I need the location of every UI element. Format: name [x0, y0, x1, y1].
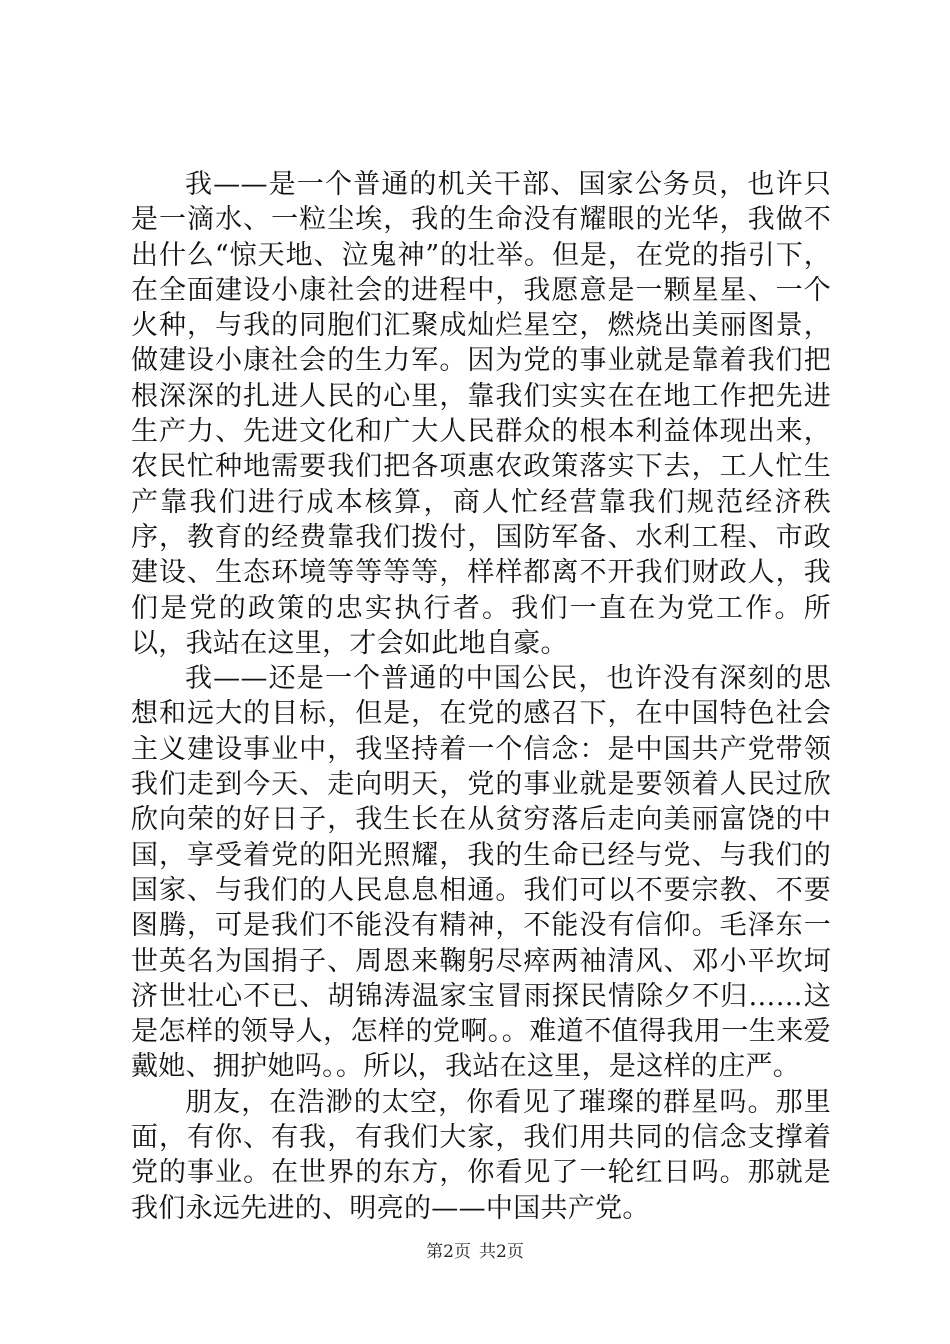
document-body	[131, 167, 831, 1226]
page-footer	[0, 1241, 950, 1263]
paragraph-2: 我——还是一个普通的中国公民，也许没有深刻的思想和远大的目标，但是，在党的感召下，在中国特色社会主义建设事业中，我坚持着一个信念：是中国共产党带领我们走到今天、走向明天，党的事业就是要领着人民过欣欣向荣的好日子，我生长在从贫穷落后走向美丽富饶的中国，享受着党的阳光照耀，我的生命已经与党、与我们的国家、与我们的人民息息相通。我们可以不要宗教、不要图腾，可是我们不能没有精神，不能没有信仰。毛泽东一世英名为国捐子、周恩来鞠躬尽瘁两袖清风、邓小平坎坷济世壮心不已、胡锦涛温家宝冒雨探民情除夕不归……这是怎样的领导人，怎样的党啊。。难道不值得我用一生来爱戴她、拥护她吗。。所以，我站在这里，是这样的庄严。	[131, 663, 831, 1083]
paragraph-1: 我——是一个普通的机关干部、国家公务员，也许只是一滴水、一粒尘埃，我的生命没有耀眼的光华，我做不出什么“惊天地、泣鬼神”的壮举。但是，在党的指引下，在全面建设小康社会的进程中，我愿意是一颗星星、一个火种，与我的同胞们汇聚成灿烂星空，燃烧出美丽图景，做建设小康社会的生力军。因为党的事业就是靠着我们把根深深的扎进人民的心里，靠我们实实在在地工作把先进生产力、先进文化和广大人民群众的根本利益体现出来，农民忙种地需要我们把各项惠农政策落实下去，工人忙生产靠我们进行成本核算，商人忙经营靠我们规范经济秩序，教育的经费靠我们拨付，国防军备、水利工程、市政建设、生态环境等等等等，样样都离不开我们财政人，我们是党的政策的忠实执行者。我们一直在为党工作。所以，我站在这里，才会如此地自豪。	[131, 169, 831, 659]
paragraph-3: 朋友，在浩渺的太空，你看见了璀璨的群星吗。那里面，有你、有我，有我们大家，我们用共同的信念支撑着党的事业。在世界的东方，你看见了一轮红日吗。那就是我们永远先进的、明亮的——中国共产党。	[131, 1086, 831, 1224]
page-number-current: 第2页	[426, 1242, 471, 1262]
page-number-total: 共2页	[479, 1242, 524, 1262]
